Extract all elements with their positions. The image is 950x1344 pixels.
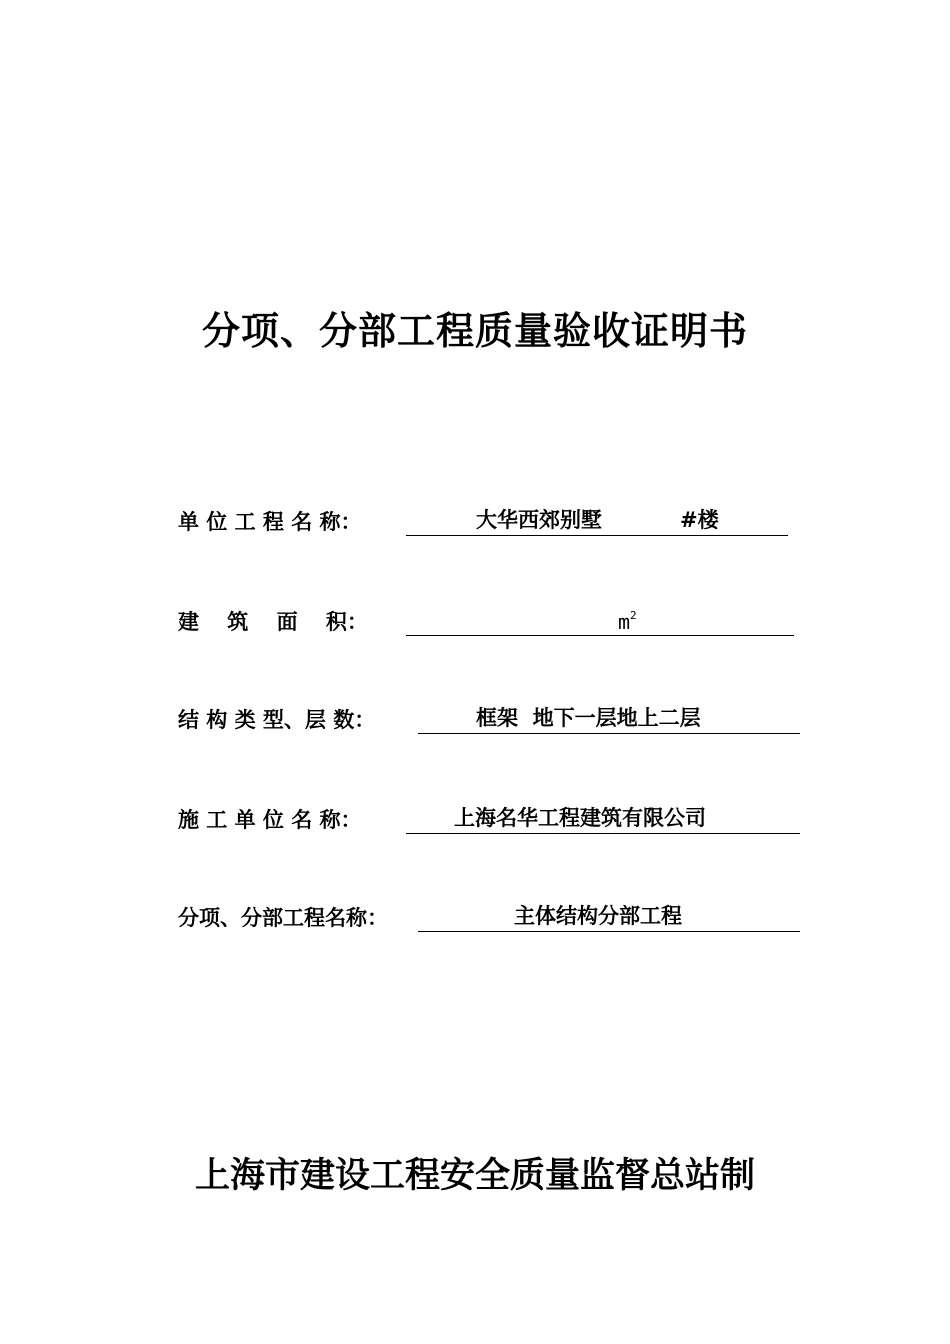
field-label: 施 工 单 位 名 称：: [178, 807, 362, 832]
issuer-footer: 上海市建设工程安全质量监督总站制: [194, 1155, 755, 1196]
area-unit: [618, 610, 637, 634]
field-unit-project-name: [178, 500, 798, 540]
field-label: 单 位 工 程 名 称：: [178, 509, 362, 534]
field-value: 大华西郊别墅: [476, 507, 602, 532]
field-value: 主体结构分部工程: [514, 903, 682, 928]
field-value-line[interactable]: [406, 503, 788, 536]
field-subproject-name: [178, 896, 802, 936]
field-label: 分项、分部工程名称：: [178, 905, 388, 930]
field-value-line[interactable]: [406, 801, 800, 834]
field-structure-type: [178, 698, 802, 738]
area-unit-symbol: m: [618, 610, 631, 634]
field-contractor-name: [178, 798, 802, 838]
field-value: 上海名华工程建筑有限公司: [454, 805, 706, 830]
field-value-line[interactable]: [418, 701, 800, 734]
field-label: 结 构 类 型、层 数：: [178, 707, 376, 732]
field-value-line[interactable]: [406, 603, 794, 636]
field-label: 建 筑 面 积：: [178, 609, 368, 634]
document-title: 分项、分部工程质量验收证明书: [201, 308, 748, 353]
field-value: 框架 地下一层地上二层: [476, 705, 701, 730]
field-building-area: [178, 600, 798, 640]
field-value-line[interactable]: [418, 899, 800, 932]
area-unit-superscript: 2: [630, 609, 637, 622]
field-value-suffix: #楼: [680, 507, 719, 532]
